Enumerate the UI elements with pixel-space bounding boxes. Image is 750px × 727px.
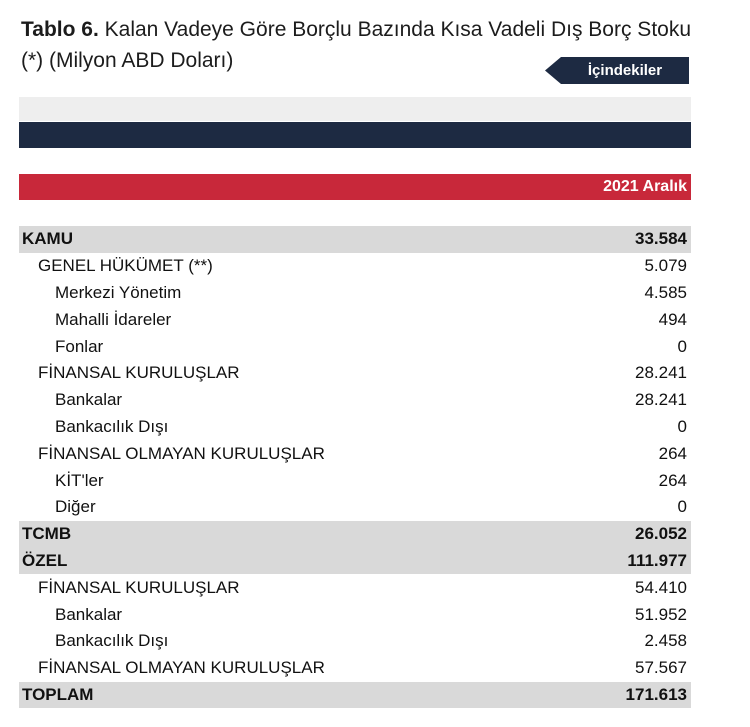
row-value: 51.952 bbox=[635, 604, 687, 624]
table-row bbox=[19, 360, 691, 387]
column-header: 2021 Aralık bbox=[19, 174, 691, 200]
table-of-contents-label: İçindekiler bbox=[587, 62, 663, 79]
row-label: ÖZEL bbox=[22, 550, 68, 570]
table-row bbox=[19, 467, 691, 494]
row-label: FİNANSAL KURULUŞLAR bbox=[38, 363, 240, 383]
table-row bbox=[19, 628, 691, 655]
header-band-navy bbox=[19, 122, 691, 148]
table-number: Tablo 6. bbox=[21, 18, 99, 41]
row-value: 111.977 bbox=[627, 550, 687, 570]
table-row bbox=[19, 494, 691, 521]
row-label: Bankacılık Dışı bbox=[55, 631, 169, 651]
row-value: 0 bbox=[677, 336, 687, 356]
row-value: 264 bbox=[658, 443, 687, 463]
row-value: 4.585 bbox=[644, 282, 687, 302]
debt-stock-table bbox=[19, 226, 691, 708]
row-value: 5.079 bbox=[644, 256, 687, 276]
row-label: TCMB bbox=[22, 524, 72, 544]
table-row bbox=[19, 601, 691, 628]
row-label: Diğer bbox=[55, 497, 96, 517]
table-row bbox=[19, 440, 691, 467]
row-value: 57.567 bbox=[635, 658, 687, 678]
table-row bbox=[19, 306, 691, 333]
table-row bbox=[19, 574, 691, 601]
row-value: 494 bbox=[658, 309, 687, 329]
row-label: Bankalar bbox=[55, 604, 123, 624]
table-row-kamu bbox=[19, 226, 691, 253]
row-label: Mahalli İdareler bbox=[55, 309, 172, 329]
row-label: TOPLAM bbox=[22, 684, 94, 704]
row-label: FİNANSAL KURULUŞLAR bbox=[38, 577, 240, 597]
row-label: Merkezi Yönetim bbox=[55, 282, 182, 302]
row-value: 0 bbox=[677, 416, 687, 436]
header-band-light bbox=[19, 97, 691, 121]
row-value: 28.241 bbox=[635, 363, 687, 383]
row-value: 26.052 bbox=[635, 524, 687, 544]
table-row bbox=[19, 333, 691, 360]
table-row bbox=[19, 387, 691, 414]
table-row bbox=[19, 280, 691, 307]
row-value: 33.584 bbox=[635, 229, 687, 249]
row-label: FİNANSAL OLMAYAN KURULUŞLAR bbox=[38, 658, 325, 678]
row-value: 0 bbox=[677, 497, 687, 517]
row-value: 264 bbox=[658, 470, 687, 490]
row-label: GENEL HÜKÜMET (**) bbox=[38, 256, 213, 276]
row-label: Bankacılık Dışı bbox=[55, 416, 169, 436]
table-row-tcmb bbox=[19, 521, 691, 548]
table-of-contents-button[interactable] bbox=[545, 57, 689, 84]
table-title-text: Kalan Vadeye Göre Borçlu Bazında Kısa Vadeli Dış Borç Stoku (*) (Milyon ABD Doları) bbox=[21, 18, 692, 72]
row-label: Fonlar bbox=[55, 336, 104, 356]
table-row-ozel bbox=[19, 548, 691, 575]
row-label: KAMU bbox=[22, 229, 73, 249]
table-row bbox=[19, 414, 691, 441]
table-row-toplam bbox=[19, 682, 691, 709]
row-value: 54.410 bbox=[635, 577, 687, 597]
row-label: FİNANSAL OLMAYAN KURULUŞLAR bbox=[38, 443, 325, 463]
table-row bbox=[19, 253, 691, 280]
table-row bbox=[19, 655, 691, 682]
row-label: Bankalar bbox=[55, 390, 123, 410]
row-value: 171.613 bbox=[625, 684, 687, 704]
row-label: KİT'ler bbox=[55, 470, 104, 490]
row-value: 2.458 bbox=[644, 631, 687, 651]
row-value: 28.241 bbox=[635, 390, 687, 410]
